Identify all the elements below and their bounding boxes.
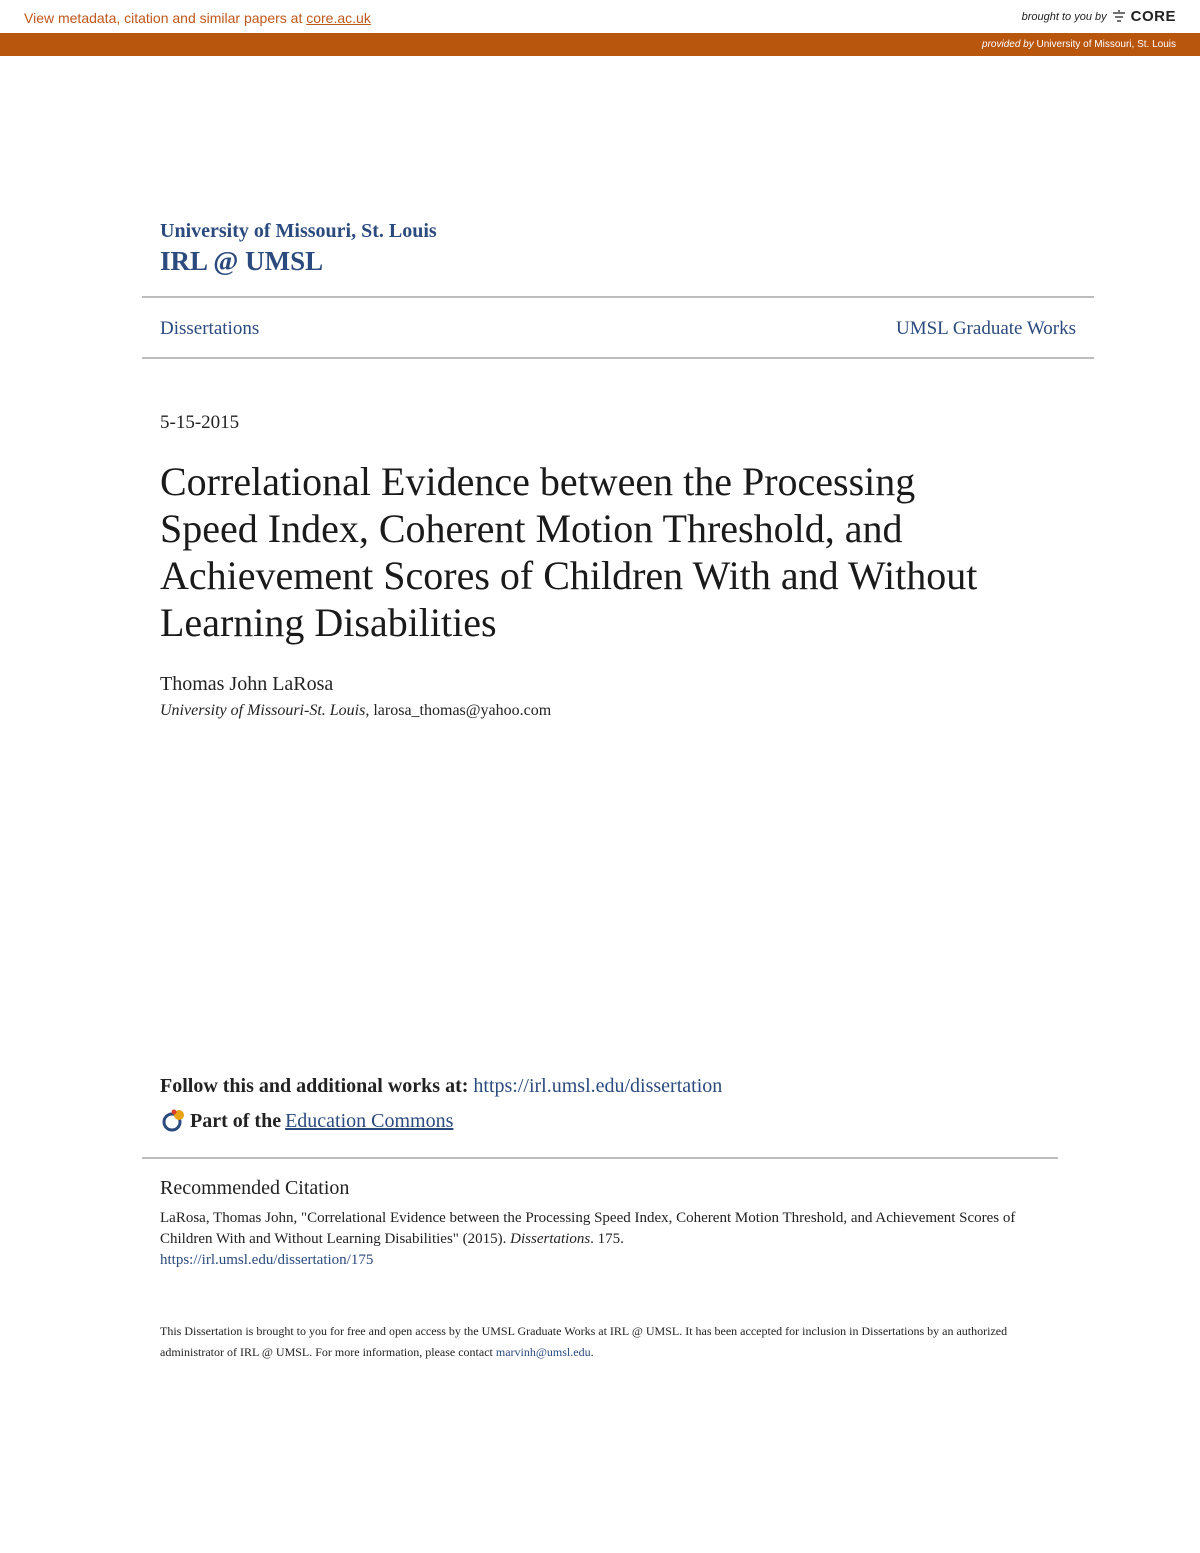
core-metadata-banner <box>24 10 371 26</box>
nav-umsl-graduate-works[interactable]: UMSL Graduate Works <box>896 318 1076 339</box>
core-link[interactable]: core.ac.uk <box>306 10 371 26</box>
nav-dissertations[interactable]: Dissertations <box>160 318 260 339</box>
core-brand[interactable] <box>1022 8 1176 25</box>
network-commons-icon <box>160 1108 186 1134</box>
university-name[interactable]: University of Missouri, St. Louis <box>160 220 437 242</box>
follow-label: Follow this and additional works at: <box>160 1075 469 1097</box>
citation-body <box>160 1208 1040 1271</box>
provided-by-text <box>982 39 1176 50</box>
access-notice <box>160 1321 1040 1363</box>
author-name: Thomas John LaRosa <box>160 673 334 695</box>
core-logo-icon <box>1111 9 1127 25</box>
provider-name: University of Missouri, St. Louis <box>1036 39 1176 50</box>
part-of-line <box>160 1108 453 1134</box>
provided-prefix: provided by <box>982 39 1034 50</box>
publication-date: 5-15-2015 <box>160 412 240 433</box>
access-notice-end: . <box>590 1345 594 1359</box>
access-notice-text: This Dissertation is brought to you for free and open access by the UMSL Graduate Works at IRL @ UMSL. It has been accepted for inclusion in Dissertations by an authorized administrator of IRL @ UMSL. For more information, please contact <box>160 1324 1008 1359</box>
affiliation-email: , larosa_thomas@yahoo.com <box>365 702 552 719</box>
citation-heading: Recommended Citation <box>160 1177 350 1199</box>
part-of-label: Part of the <box>190 1109 282 1132</box>
repository-name[interactable]: IRL @ UMSL <box>160 246 324 276</box>
metadata-text: View metadata, citation and similar papers at <box>24 10 303 26</box>
affiliation-institution: University of Missouri-St. Louis <box>160 702 366 719</box>
citation-journal: Dissertations <box>510 1231 591 1247</box>
header-divider-top <box>142 296 1094 298</box>
contact-email-link[interactable]: marvinh@umsl.edu <box>495 1345 591 1359</box>
citation-url-link[interactable]: https://irl.umsl.edu/dissertation/175 <box>160 1252 374 1268</box>
provider-bar <box>0 33 1200 56</box>
document-title: Correlational Evidence between the Processing Speed Index, Coherent Motion Threshold, and Achievement Scores of Children With and Without Learning Disabilities <box>160 459 978 645</box>
core-name: CORE <box>1130 8 1176 25</box>
brought-to-you-text: brought to you by <box>1021 10 1107 23</box>
citation-number: . 175. <box>590 1231 624 1247</box>
header-divider-bottom <box>142 357 1094 359</box>
author-affiliation <box>160 702 551 720</box>
follow-url-link[interactable]: https://irl.umsl.edu/dissertation <box>473 1075 723 1097</box>
citation-text: LaRosa, Thomas John, "Correlational Evidence between the Processing Speed Index, Coherent Motion Threshold, and Achievement Scores of Children With and Without Learning Disabilities" (2015). <box>160 1210 1016 1247</box>
follow-line <box>160 1075 722 1098</box>
citation-divider <box>142 1157 1058 1159</box>
education-commons-link[interactable]: Education Commons <box>285 1109 454 1132</box>
